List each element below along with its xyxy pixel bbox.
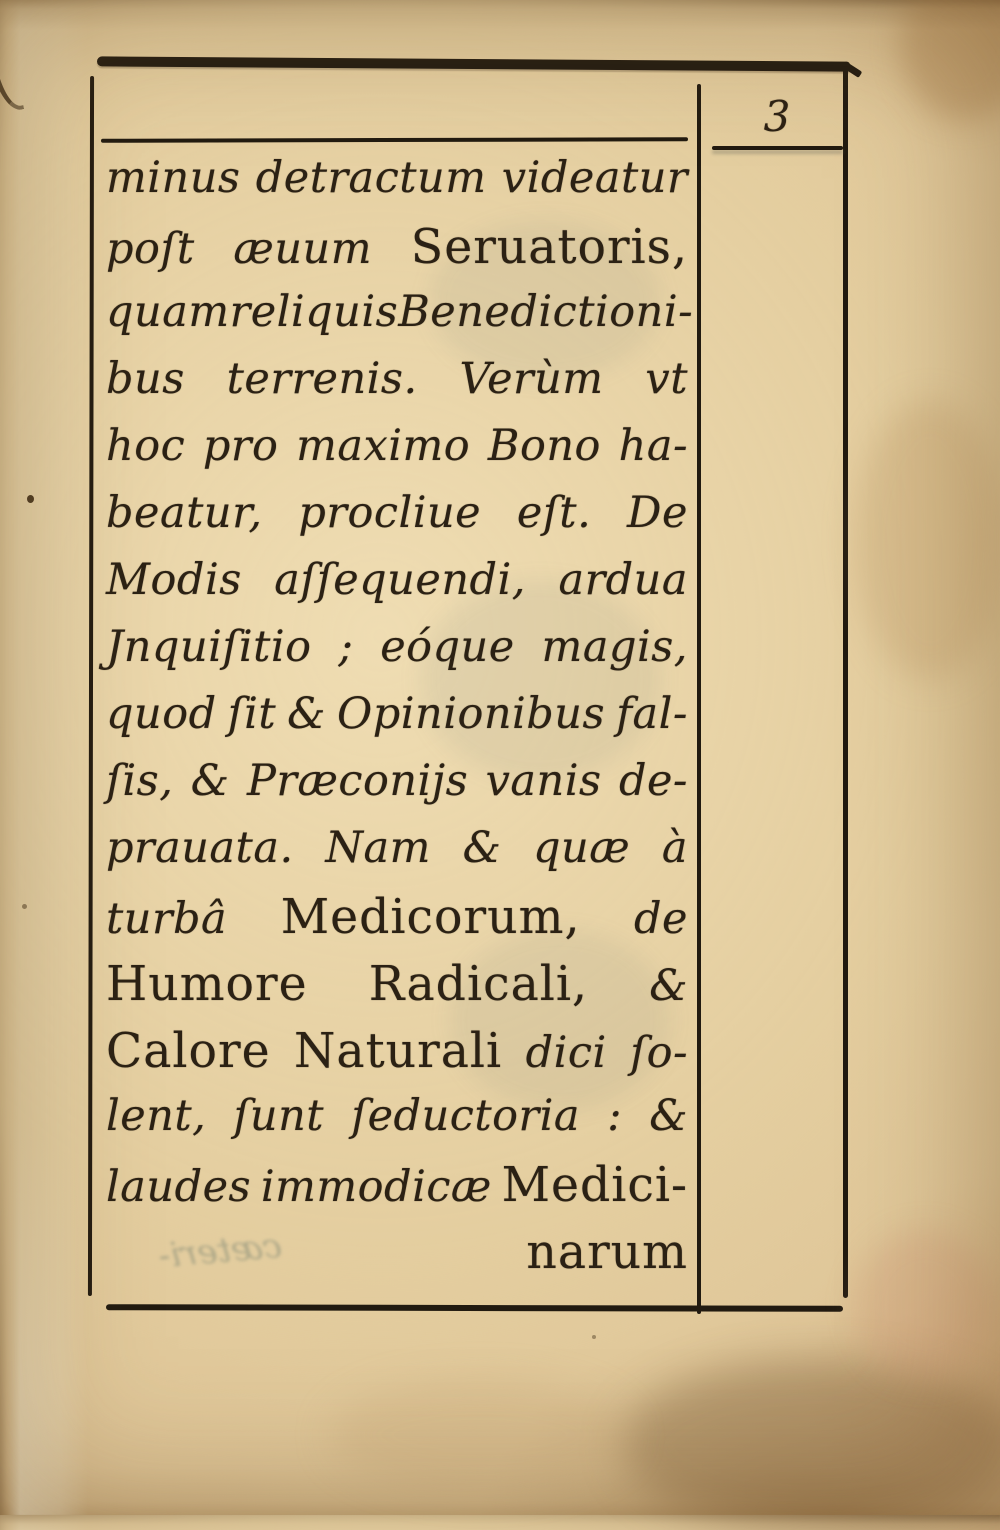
word: Seruatoris, [410,220,688,275]
paper-stain [855,400,1000,680]
word: hoc [106,421,186,471]
word: Modis [106,555,242,605]
word: vanis [485,756,602,806]
page-number-rule [712,146,843,150]
word: bus [106,354,185,404]
word: Naturali [294,1024,503,1079]
word: & [649,1091,688,1141]
word: lent, [106,1091,207,1141]
text-line [106,890,688,957]
text-line [106,957,688,1024]
word: Benedictioni- [398,287,694,337]
word: pro [202,421,279,471]
word: & [462,823,502,873]
column-divider-rule [697,84,701,1314]
word: terrenis. [226,354,418,404]
text-line [106,1024,688,1091]
word: fal- [616,689,688,739]
word: ha- [618,421,688,471]
word: ſo- [630,1028,688,1078]
word: immodicæ [260,1162,492,1212]
paper-stain [330,1380,630,1490]
word: Jnquiſitio [106,622,312,672]
word: maximo [296,421,471,471]
paper-stain [855,1230,995,1380]
word: prauata. [106,823,294,873]
word: Verùm [459,354,604,404]
word: vt [645,354,688,404]
text-line [106,756,688,823]
word: procliue [298,488,482,538]
word: Medicorum, [280,890,581,945]
word: magis, [541,622,688,672]
text-line [106,287,694,354]
word: & [287,689,326,739]
word: De [627,488,688,538]
word: Humore [106,957,308,1012]
word: videatur [501,153,688,203]
word: & [190,756,230,806]
page-number: 3 [763,92,791,141]
ghost-show-through-text: cæteri- [156,1225,284,1277]
word: ſit [227,689,277,739]
text-line [106,1158,688,1225]
word: ; [338,622,354,672]
word: ſeductoria [351,1091,580,1141]
text-line [106,153,688,220]
top-border-rule [97,56,850,71]
word: Nam [325,823,431,873]
word: dici [525,1028,607,1078]
word: Medici- [501,1158,688,1213]
text-line [106,622,688,689]
ink-speck [27,495,34,503]
word: turbâ [106,894,228,944]
ink-speck [22,904,27,909]
word: ſis, [106,756,174,806]
word: poſt [106,224,195,274]
text-line [106,689,688,756]
word: Præconijs [246,756,469,806]
word: quod [106,689,217,739]
bottom-border-rule [106,1304,843,1312]
word: quæ [533,823,631,873]
paper-stain [900,0,1000,120]
text-line [106,220,688,287]
word: minus [106,153,241,203]
text-line [106,555,688,622]
word: Calore [106,1024,271,1079]
word: aſſequendi, [274,555,526,605]
text-line [106,354,688,421]
word: laudes [106,1162,252,1212]
ink-speck [592,1335,596,1339]
word: ſunt [233,1091,325,1141]
text-line [106,421,688,488]
word: Radicali, [368,957,589,1012]
word: ardua [558,555,688,605]
word: detractum [255,153,487,203]
paper-stain [620,1360,1000,1530]
word: à [661,823,688,873]
text-line [106,823,688,890]
text-line [106,488,688,555]
text-line [106,1225,688,1292]
word: narum [526,1225,688,1280]
word: æuum [233,224,372,274]
word: reliquis [229,287,399,337]
word: & [649,961,688,1011]
word: de- [618,756,688,806]
word: : [607,1091,623,1141]
word: Bono [487,421,601,471]
word: de [634,894,688,944]
word: quam [106,287,230,337]
word: beatur, [106,488,263,538]
left-border-rule [88,76,94,1296]
word: eſt. [516,488,592,538]
word: Opinionibus [336,689,606,739]
word: eóque [380,622,515,672]
page-edge-curl-mark [0,58,24,114]
text-column [106,153,694,1292]
right-border-rule [843,66,848,1298]
text-line [106,1091,688,1158]
header-rule [101,137,688,143]
